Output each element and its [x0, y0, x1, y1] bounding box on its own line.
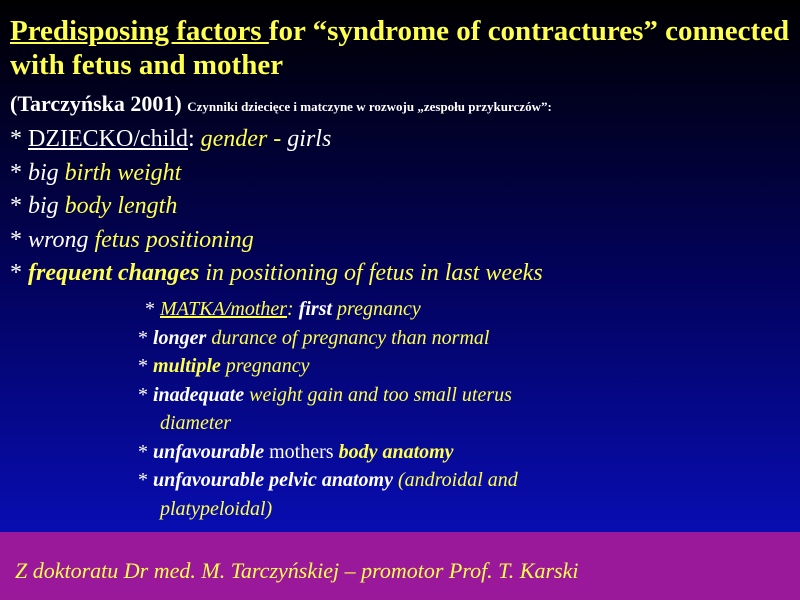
- title-underlined: Predisposing factors: [10, 15, 269, 47]
- child-item-text: body length: [58, 193, 178, 219]
- mother-item-text: pregnancy: [220, 355, 310, 377]
- child-item: [10, 190, 790, 224]
- child-item: [10, 257, 790, 291]
- child-colon: :: [187, 126, 201, 152]
- child-item-text: in positioning of fetus in last weeks: [199, 260, 543, 286]
- mother-header-strong: first: [298, 298, 333, 320]
- mother-item-text: (androidal and: [392, 469, 518, 491]
- child-item: [10, 157, 790, 191]
- mother-item-strong: unfavourable: [153, 440, 265, 463]
- child-label: DZIECKO/child: [28, 126, 188, 152]
- child-header-value: girls: [287, 126, 332, 152]
- mother-label: MATKA/mother: [160, 298, 288, 320]
- mother-item: [138, 352, 778, 381]
- mother-item-strong2: body anatomy: [338, 440, 454, 463]
- child-item-strong: big: [28, 159, 59, 186]
- child-item-strong: wrong: [28, 226, 89, 253]
- bullet-star: *: [138, 440, 153, 463]
- bullet-star: *: [138, 469, 153, 491]
- child-item-strong: big: [28, 193, 59, 219]
- mother-item-strong: unfavourable pelvic anatomy: [153, 469, 393, 491]
- subtitle-source: (Tarczyńska 2001): [10, 91, 182, 116]
- slide-title: [10, 14, 790, 82]
- mother-header-text: pregnancy: [332, 298, 421, 320]
- bullet-star: *: [138, 355, 153, 377]
- bullet-star: *: [145, 298, 160, 320]
- mother-item-continuation: [138, 409, 778, 438]
- mother-item: [138, 324, 778, 353]
- mother-item-strong: inadequate: [153, 383, 245, 406]
- bullet-star: *: [10, 193, 28, 219]
- child-item-text: birth weight: [58, 159, 182, 186]
- mother-item-text: weight gain and too small uterus: [244, 383, 512, 406]
- mother-item-cont: platypeloidal): [160, 497, 273, 520]
- child-header: [10, 123, 790, 157]
- child-item-strong: frequent changes: [28, 260, 200, 286]
- bullet-star: *: [10, 126, 28, 152]
- title-rest: for “syndrome of contractures” connected with fetus and mother: [10, 15, 790, 81]
- mother-header: [138, 295, 778, 324]
- mother-item: [138, 381, 778, 410]
- mother-item: [138, 438, 778, 467]
- mother-item-strong: multiple: [153, 355, 221, 377]
- bullet-star: *: [138, 383, 153, 406]
- child-item-text: fetus positioning: [88, 226, 254, 253]
- child-factors: [10, 123, 790, 291]
- mother-item-continuation: [138, 495, 778, 524]
- mother-item-cont: diameter: [160, 412, 232, 434]
- mother-item-mid: mothers: [264, 440, 339, 463]
- bullet-star: *: [10, 159, 28, 186]
- bullet-star: *: [10, 260, 28, 286]
- mother-colon: :: [287, 298, 299, 320]
- child-header-text: gender -: [200, 126, 288, 152]
- bullet-star: *: [10, 226, 28, 253]
- footer-credit: Z doktoratu Dr med. M. Tarczyńskiej – promotor Prof. T. Karski: [15, 558, 579, 583]
- subtitle-polish: Czynniki dziecięce i matczyne w rozwoju „zespołu przykurczów”:: [187, 99, 552, 114]
- mother-item: [138, 466, 778, 495]
- subtitle: [10, 90, 795, 121]
- mother-factors: [138, 295, 778, 523]
- mother-item-strong: longer: [153, 326, 207, 349]
- child-item: [10, 224, 790, 258]
- bullet-star: *: [138, 326, 153, 349]
- mother-item-text: durance of pregnancy than normal: [206, 326, 490, 349]
- footer-bar: [0, 532, 800, 600]
